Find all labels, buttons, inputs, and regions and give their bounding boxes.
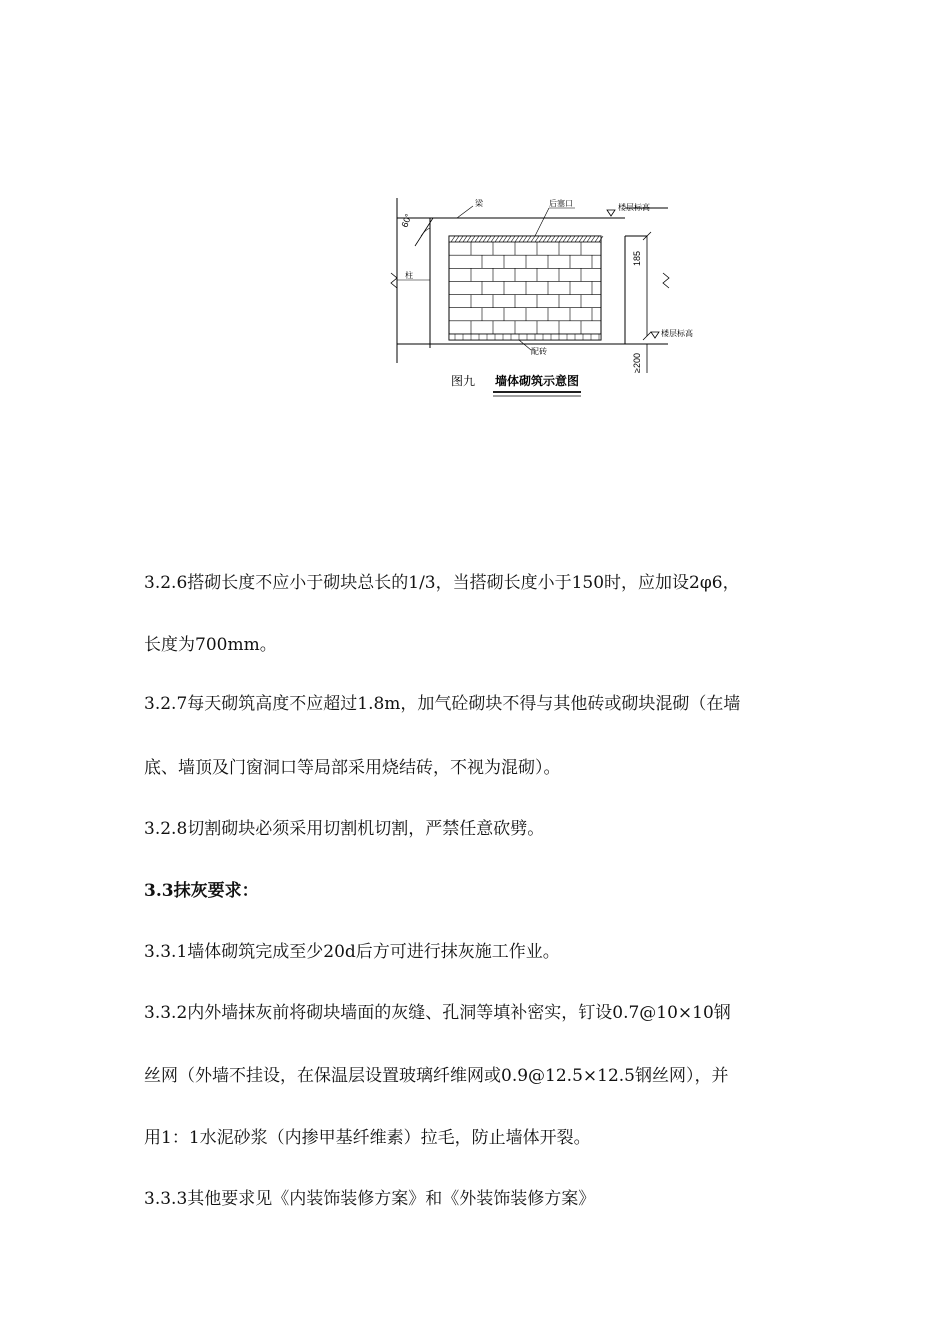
- break-mark-right: [663, 273, 669, 288]
- column-label: 柱: [405, 271, 413, 280]
- floor-level-label-top: 楼层标高: [618, 203, 650, 212]
- caption-title: 墙体砌筑示意图: [495, 374, 580, 388]
- level-marker-bottom: [651, 332, 659, 338]
- base-leader: [519, 340, 531, 350]
- rear-joint-label: 后塞口: [549, 199, 573, 208]
- angle-label: 60°: [399, 212, 414, 229]
- para-3-3-3: 3.3.3其他要求见《内装饰装修方案》和《外装饰装修方案》: [144, 1189, 596, 1209]
- para-3-3-2-line1: 3.3.2内外墙抹灰前将砌块墙面的灰缝、孔洞等填补密实，钉设0.7@10×10钢: [144, 1003, 731, 1023]
- para-3-2-6-line2: 长度为700mm。: [144, 635, 277, 655]
- base-course: [449, 334, 601, 340]
- para-3-2-6-line1: 3.2.6搭砌长度不应小于砌块总长的1/3，当搭砌长度小于150时，应加设2φ6，: [144, 573, 740, 593]
- beam-label: 梁: [475, 199, 483, 208]
- base-label: 配砖: [531, 347, 547, 356]
- wall-frame: [449, 236, 601, 340]
- wall-masonry-diagram: [385, 188, 693, 408]
- para-3-2-8: 3.2.8切割砌块必须采用切割机切割，严禁任意砍劈。: [144, 819, 545, 839]
- level-marker-top: [607, 210, 615, 216]
- floor-level-label-bottom: 楼层标高: [661, 329, 693, 338]
- para-3-2-7-line2: 底、墙顶及门窗洞口等局部采用烧结砖，不视为混砌）。: [144, 758, 561, 778]
- break-mark-left: [391, 273, 397, 288]
- dim-185-label: 185: [632, 250, 642, 266]
- caption-number: 图九: [451, 374, 476, 388]
- dim-200-label: ≥200: [632, 353, 642, 373]
- diagram-svg: [385, 188, 693, 408]
- beam-leader: [457, 206, 473, 218]
- para-3-3-2-line2: 丝网（外墙不挂设，在保温层设置玻璃纤维网或0.9@12.5×12.5钢丝网），并: [144, 1066, 729, 1086]
- rear-joint-leader: [535, 208, 549, 236]
- section-heading-3-3: 3.3抹灰要求：: [144, 881, 259, 901]
- para-3-3-2-line3: 用1：1水泥砂浆（内掺甲基纤维素）拉毛，防止墙体开裂。: [144, 1128, 591, 1148]
- para-3-2-7-line1: 3.2.7每天砌筑高度不应超过1.8m，加气砼砌块不得与其他砖或砌块混砌（在墙: [144, 694, 741, 714]
- para-3-3-1: 3.3.1墙体砌筑完成至少20d后方可进行抹灰施工作业。: [144, 942, 560, 962]
